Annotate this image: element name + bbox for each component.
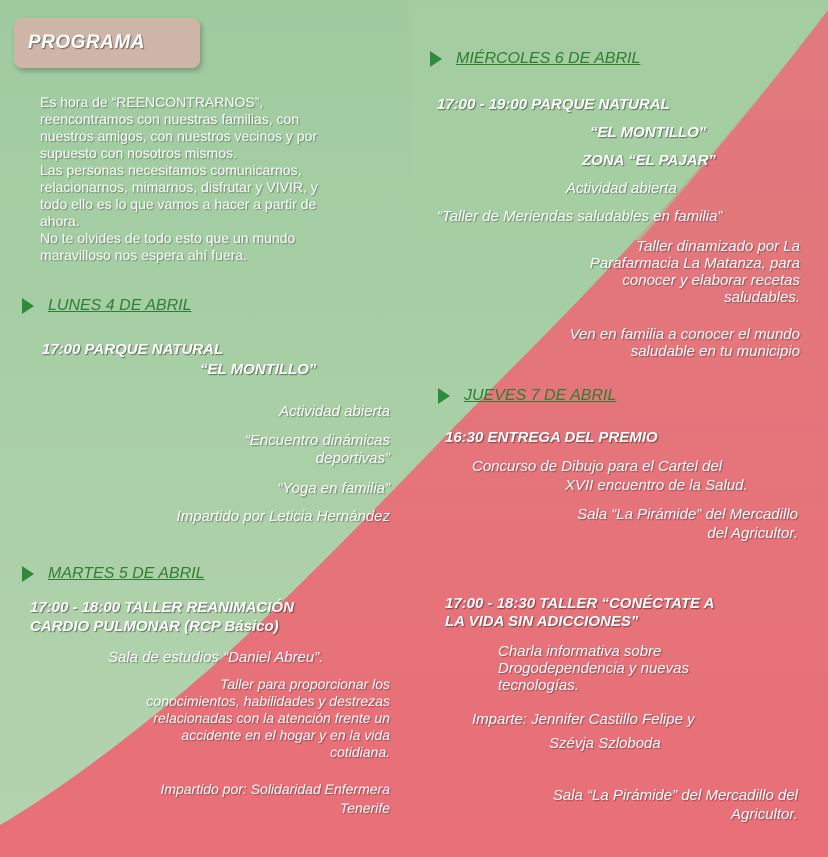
martes-impartido-1: Impartido por: Solidaridad Enfermera bbox=[160, 781, 390, 797]
jueves-taller-1: 17:00 - 18:30 TALLER “CONÉCTATE A bbox=[445, 595, 715, 612]
miercoles-activity-1: Actividad abierta bbox=[566, 180, 677, 197]
jueves-title: 16:30 ENTREGA DEL PREMIO bbox=[445, 429, 658, 446]
miercoles-line2: “EL MONTILLO” bbox=[590, 124, 707, 141]
martes-description: Taller para proporcionar los conocimientos, habilidades y destrezas relacionadas con la atención frente un accidente en el hogar y en la vida cotidiana. bbox=[146, 676, 390, 760]
martes-sala: Sala de estudios “Daniel Abreu”. bbox=[108, 649, 324, 666]
martes-impartido-2: Tenerife bbox=[339, 800, 390, 816]
day-heading-martes: MARTES 5 DE ABRIL bbox=[22, 565, 205, 583]
jueves-imparte-2: Szévja Szloboda bbox=[549, 735, 661, 752]
jueves-sala-1: Sala “La Pirámide” del Mercadillo bbox=[577, 506, 798, 523]
programa-tag bbox=[14, 18, 200, 68]
page-title: PROGRAMA bbox=[28, 32, 145, 53]
lunes-activity-4: “Yoga en familia” bbox=[277, 480, 390, 497]
jueves-sala-4: Agricultor. bbox=[731, 806, 798, 823]
miercoles-activity-2: “Taller de Meriendas saludables en familia” bbox=[437, 208, 723, 225]
play-arrow-icon bbox=[438, 388, 450, 404]
jueves-concurso-1: Concurso de Dibujo para el Cartel del bbox=[472, 458, 723, 475]
jueves-taller-2: LA VIDA SIN ADICCIONES” bbox=[445, 613, 639, 630]
miercoles-description: Taller dinamizado por La Parafarmacia La Matanza, para conocer y elaborar recetas saludables. bbox=[589, 238, 800, 306]
play-arrow-icon bbox=[430, 51, 442, 67]
lunes-activity-5: Impartido por Leticia Hernández bbox=[176, 508, 390, 525]
lunes-activity-1: Actividad abierta bbox=[279, 403, 390, 420]
lunes-activity-2: “Encuentro dinámicas bbox=[244, 432, 390, 449]
day-heading-miercoles: MIÉRCOLES 6 DE ABRIL bbox=[430, 50, 640, 68]
lunes-activity-3: deportivas” bbox=[315, 450, 390, 467]
jueves-sala-3: Sala “La Pirámide” del Mercadillo del bbox=[552, 787, 798, 804]
miercoles-invitation: Ven en familia a conocer el mundo saludable en tu municipio bbox=[569, 326, 800, 360]
jueves-charla: Charla informativa sobre Drogodependencia y nuevas tecnologías. bbox=[498, 643, 689, 694]
day-heading-lunes: LUNES 4 DE ABRIL bbox=[22, 297, 191, 315]
jueves-sala-2: del Agricultor. bbox=[707, 525, 798, 542]
play-arrow-icon bbox=[22, 298, 34, 314]
intro-text: Es hora de “REENCONTRARNOS”, reencontramos con nuestras familias, con nuestros amigos, con nuestros vecinos y por supuesto con nosotros mismos. Las personas necesitamos comunicarnos, relacionarnos, mimarnos, disfrutar y VIVIR, y todo ello es lo que vamos a hacer a partir de ahora. No te olvides de todo esto que un mundo maravilloso nos espera ahí fuera. bbox=[40, 94, 318, 263]
jueves-imparte-1: Imparte: Jennifer Castillo Felipe y bbox=[472, 711, 695, 728]
miercoles-line3: ZONA “EL PAJAR” bbox=[582, 152, 716, 169]
martes-title-2: CARDIO PULMONAR (RCP Básico) bbox=[30, 618, 279, 635]
martes-title-1: 17:00 - 18:00 TALLER REANIMACIÓN bbox=[30, 599, 294, 616]
play-arrow-icon bbox=[22, 566, 34, 582]
day-heading-jueves: JUEVES 7 DE ABRIL bbox=[438, 387, 616, 405]
lunes-line1: 17:00 PARQUE NATURAL bbox=[42, 341, 224, 358]
lunes-line2: “EL MONTILLO” bbox=[200, 361, 317, 378]
jueves-concurso-2: XVII encuentro de la Salud. bbox=[565, 477, 748, 494]
miercoles-line1: 17:00 - 19:00 PARQUE NATURAL bbox=[437, 96, 670, 113]
